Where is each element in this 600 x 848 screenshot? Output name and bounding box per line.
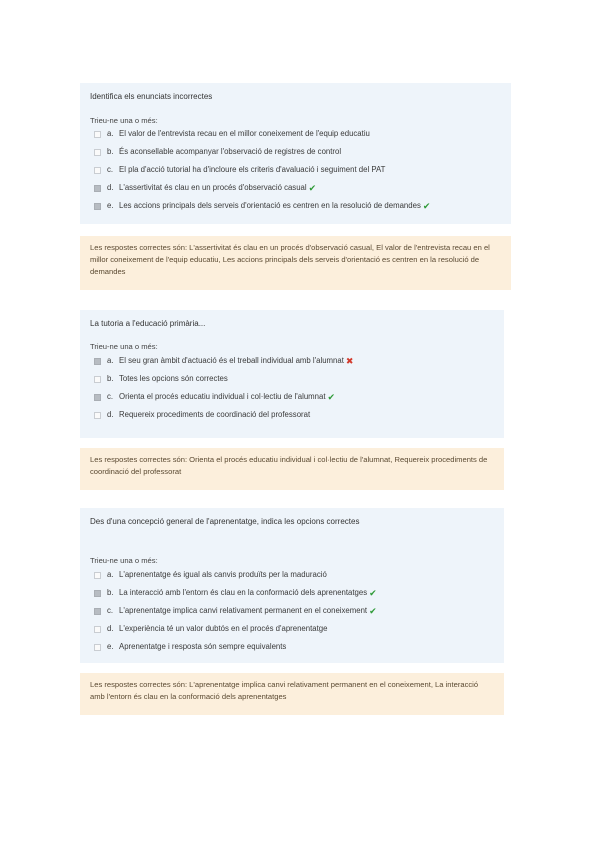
correct-check-icon: ✔	[369, 587, 377, 598]
feedback-text: Les respostes correctes són: L'aprenentatge implica canvi relativament permanent en el coneixement, La interacció amb l'entorn és clau en la conformació dels aprenentatges	[90, 680, 479, 701]
answer-option[interactable]	[94, 588, 377, 598]
correct-check-icon: ✔	[369, 605, 377, 616]
question-2	[80, 310, 504, 438]
answer-text: L'aprenentatge implica canvi relativament permanent en el coneixement	[119, 606, 368, 615]
answer-option[interactable]	[94, 356, 353, 366]
answer-option[interactable]	[94, 147, 341, 157]
instruction: Trieu-ne una o més:	[90, 342, 158, 351]
answer-checkbox[interactable]	[94, 590, 101, 597]
question-text: Identifica els enunciats incorrectes	[90, 92, 213, 101]
answer-checkbox[interactable]	[94, 412, 101, 419]
answer-letter: b.	[107, 374, 114, 383]
answer-text: Aprenentatge i resposta són sempre equivalents	[119, 642, 287, 651]
answer-letter: e.	[107, 642, 114, 651]
question-1	[80, 83, 511, 224]
answer-checkbox[interactable]	[94, 185, 101, 192]
feedback-3	[80, 673, 504, 715]
answer-checkbox[interactable]	[94, 203, 101, 210]
answer-checkbox[interactable]	[94, 358, 101, 365]
answer-text: Totes les opcions són correctes	[119, 374, 228, 383]
answer-letter: a.	[107, 570, 114, 579]
feedback-text: Les respostes correctes són: Orienta el procés educatiu individual i col·lectiu de l'alumnat, Requereix procediments de coordinació del professorat	[90, 455, 488, 476]
answer-option[interactable]	[94, 392, 335, 402]
answer-option[interactable]	[94, 410, 310, 420]
answer-letter: e.	[107, 201, 114, 210]
feedback-2	[80, 448, 504, 490]
answer-letter: c.	[107, 165, 114, 174]
answer-text: El pla d'acció tutorial ha d'incloure els criteris d'avaluació i seguiment del PAT	[119, 165, 386, 174]
answer-option[interactable]	[94, 570, 327, 580]
answer-option[interactable]	[94, 624, 327, 634]
question-text: Des d'una concepció general de l'aprenentatge, indica les opcions correctes	[90, 517, 360, 526]
answer-text: Les accions principals dels serveis d'orientació es centren en la resolució de demandes	[119, 201, 421, 210]
answer-letter: d.	[107, 624, 114, 633]
answer-text: La interacció amb l'entorn és clau en la conformació dels aprenentatges	[119, 588, 368, 597]
feedback-1	[80, 236, 511, 290]
answer-letter: b.	[107, 147, 114, 156]
answer-option[interactable]	[94, 201, 430, 211]
answer-checkbox[interactable]	[94, 626, 101, 633]
instruction: Trieu-ne una o més:	[90, 116, 158, 125]
instruction: Trieu-ne una o més:	[90, 556, 158, 565]
answer-letter: d.	[107, 183, 114, 192]
answer-checkbox[interactable]	[94, 394, 101, 401]
answer-text: L'aprenentatge és igual als canvis produïts per la maduració	[119, 570, 327, 579]
answer-checkbox[interactable]	[94, 376, 101, 383]
answer-checkbox[interactable]	[94, 644, 101, 651]
answer-checkbox[interactable]	[94, 149, 101, 156]
answer-text: Orienta el procés educatiu individual i col·lectiu de l'alumnat	[119, 392, 326, 401]
answer-letter: d.	[107, 410, 114, 419]
answer-text: L'assertivitat és clau en un procés d'observació casual	[119, 183, 307, 192]
question-text: La tutoria a l'educació primària...	[90, 319, 206, 328]
answer-text: El seu gran àmbit d'actuació és el treball individual amb l'alumnat	[119, 356, 344, 365]
answer-checkbox[interactable]	[94, 131, 101, 138]
answer-letter: a.	[107, 129, 114, 138]
answer-letter: a.	[107, 356, 114, 365]
answer-option[interactable]	[94, 606, 377, 616]
feedback-text: Les respostes correctes són: L'assertivitat és clau en un procés d'observació casual, El valor de l'entrevista recau en el millor coneixement de l'equip educatiu, Les accions principals dels serveis d'orientació es centren en la resolució de demandes	[90, 243, 490, 276]
answer-option[interactable]	[94, 129, 370, 139]
answer-letter: c.	[107, 606, 114, 615]
answer-checkbox[interactable]	[94, 167, 101, 174]
answer-text: L'experiència té un valor dubtós en el procés d'aprenentatge	[119, 624, 328, 633]
answer-checkbox[interactable]	[94, 572, 101, 579]
answer-option[interactable]	[94, 183, 316, 193]
correct-check-icon: ✔	[327, 391, 336, 402]
question-3	[80, 508, 504, 663]
answer-letter: b.	[107, 588, 114, 597]
correct-check-icon: ✔	[422, 200, 431, 211]
incorrect-cross-icon: ✖	[345, 355, 354, 366]
answer-option[interactable]	[94, 165, 385, 175]
answer-option[interactable]	[94, 374, 228, 384]
answer-text: El valor de l'entrevista recau en el millor coneixement de l'equip educatiu	[119, 129, 370, 138]
answer-checkbox[interactable]	[94, 608, 101, 615]
answer-text: Requereix procediments de coordinació del professorat	[119, 410, 311, 419]
answer-option[interactable]	[94, 642, 286, 652]
answer-letter: c.	[107, 392, 114, 401]
correct-check-icon: ✔	[308, 182, 317, 193]
answer-text: És aconsellable acompanyar l'observació de registres de control	[119, 147, 342, 156]
